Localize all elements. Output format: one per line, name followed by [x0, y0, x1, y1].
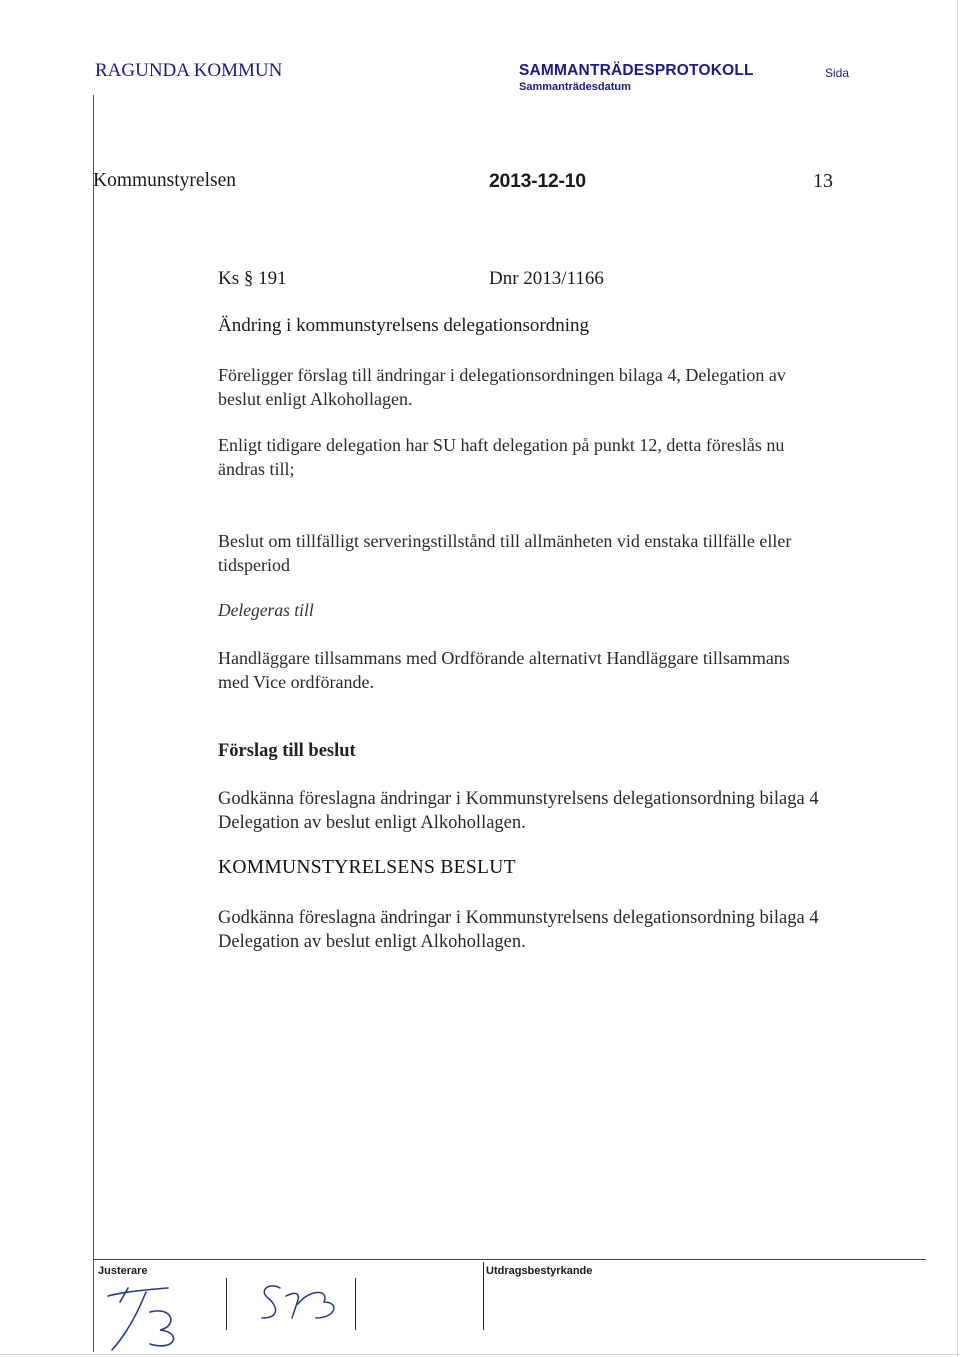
- proposal-text: [218, 787, 819, 835]
- text-line: tidsperiod: [218, 555, 290, 575]
- decision-heading: KOMMUNSTYRELSENS BESLUT: [218, 857, 516, 878]
- proposal-heading: Förslag till beslut: [218, 741, 356, 761]
- diary-number: Dnr 2013/1166: [489, 268, 604, 289]
- delegated-to-label: Delegeras till: [218, 600, 314, 620]
- text-line: Beslut om tillfälligt serveringstillstånd till allmänheten vid enstaka tillfälle eller: [218, 531, 792, 551]
- handwritten-signature: [250, 1278, 345, 1328]
- signature-divider: [483, 1262, 484, 1330]
- document-title: SAMMANTRÄDESPROTOKOLL: [519, 62, 754, 79]
- left-margin-rule: [93, 95, 94, 1352]
- page-edge-bottom: [0, 1354, 960, 1355]
- text-line: Godkänna föreslagna ändringar i Kommunstyrelsens delegationsordning bilaga 4: [218, 789, 819, 809]
- paragraph-previous-delegation: [218, 433, 784, 481]
- handwritten-signature: [98, 1282, 188, 1354]
- paragraph-decision-type: [218, 529, 791, 577]
- signature-divider: [226, 1278, 227, 1330]
- text-line: Delegation av beslut enligt Alkohollagen.: [218, 932, 526, 952]
- text-line: Godkänna föreslagna ändringar i Kommunstyrelsens delegationsordning bilaga 4: [218, 908, 819, 928]
- committee-name: Kommunstyrelsen: [93, 170, 236, 191]
- organization-name: RAGUNDA KOMMUN: [95, 60, 283, 81]
- section-reference: Ks § 191: [218, 268, 287, 289]
- text-line: ändras till;: [218, 459, 295, 479]
- footer-rule: [93, 1259, 926, 1260]
- meeting-date-label: Sammanträdesdatum: [519, 81, 631, 93]
- text-line: Enligt tidigare delegation har SU haft delegation på punkt 12, detta föreslås nu: [218, 435, 785, 455]
- utdragsbestyrkande-label: Utdragsbestyrkande: [486, 1265, 593, 1277]
- signature-divider: [355, 1278, 356, 1330]
- decision-text: [218, 906, 819, 954]
- text-line: med Vice ordförande.: [218, 672, 375, 692]
- page-label: Sida: [825, 66, 850, 80]
- meeting-date: 2013-12-10: [489, 170, 586, 192]
- text-line: Föreligger förslag till ändringar i delegationsordningen bilaga 4, Delegation av: [218, 365, 786, 385]
- page-number: 13: [813, 170, 833, 192]
- page-edge-right: [957, 0, 958, 1357]
- text-line: Delegation av beslut enligt Alkohollagen.: [218, 813, 526, 833]
- text-line: beslut enligt Alkohollagen.: [218, 389, 413, 409]
- text-line: Handläggare tillsammans med Ordförande alternativt Handläggare tillsammans: [218, 648, 790, 668]
- paragraph-delegates: [218, 646, 790, 694]
- paragraph-intro: [218, 363, 786, 411]
- item-heading: Ändring i kommunstyrelsens delegationsordning: [218, 315, 589, 336]
- justerare-label: Justerare: [98, 1265, 148, 1277]
